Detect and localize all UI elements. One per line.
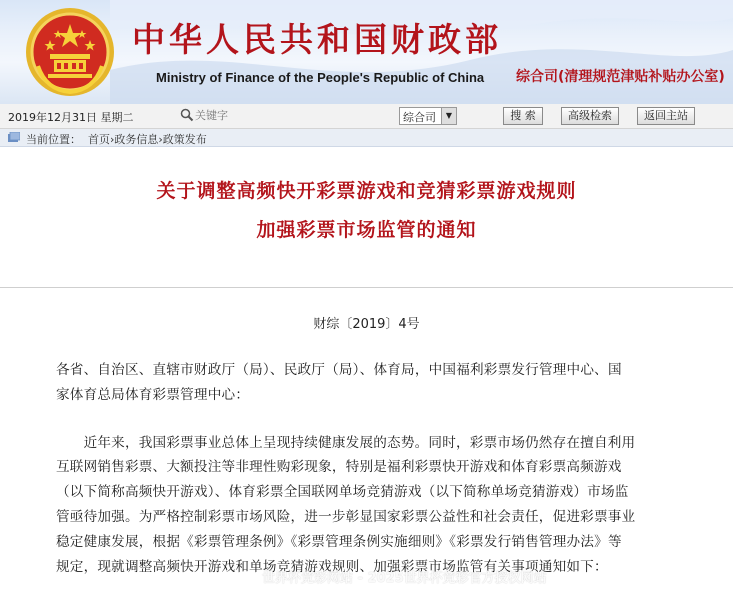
article-title-line-2: 加强彩票市场监管的通知 xyxy=(256,219,477,241)
search-icon xyxy=(180,108,194,122)
body-line: 管亟待加强。为严格控制彩票市场风险，进一步彰显国家彩票公益性和社会责任，促进彩票事业 xyxy=(56,509,636,525)
return-home-button[interactable]: 返回主站 xyxy=(637,107,695,125)
body-line: 互联网销售彩票、大额投注等非理性购彩现象，特别是福利彩票快开游戏和体育彩票高频游戏 xyxy=(56,459,622,475)
search-button[interactable]: 搜 索 xyxy=(503,107,543,125)
site-title-en: Ministry of Finance of the People's Republic of China xyxy=(156,70,485,85)
location-icon xyxy=(8,132,20,143)
title-divider xyxy=(0,287,733,288)
body-line: 稳定健康发展，根据《彩票管理条例》《彩票管理条例实施细则》《彩票发行销售管理办法》等 xyxy=(56,534,622,550)
body-line: 家体育总局体育彩票管理中心： xyxy=(56,387,250,403)
breadcrumb-path[interactable]: 首页›政务信息›政策发布 xyxy=(88,133,207,146)
search-scope-select[interactable] xyxy=(399,107,457,125)
search-scope-value: 综合司 xyxy=(403,111,436,124)
dropdown-arrow-icon[interactable]: ▼ xyxy=(441,108,456,124)
current-date: 2019年12月31日 星期二 xyxy=(8,111,134,124)
site-banner xyxy=(0,0,733,104)
body-line: 各省、自治区、直辖市财政厅（局）、民政厅（局）、体育局，中国福利彩票发行管理中心、国 xyxy=(56,362,622,378)
watermark-text: 世界杯竞彩网站 - 2025世界杯竞彩官方授权网站 xyxy=(262,571,547,586)
toolbar xyxy=(0,104,733,129)
document-number: 财综〔2019〕4号 xyxy=(313,317,420,332)
body-line: 近年来，我国彩票事业总体上呈现持续健康发展的态势。同时，彩票市场仍然存在擅自利用 xyxy=(56,435,636,451)
breadcrumb xyxy=(0,129,733,147)
article-title-line-1: 关于调整高频快开彩票游戏和竞猜彩票游戏规则 xyxy=(156,180,577,202)
office-name: 综合司(清理规范津贴补贴办公室) xyxy=(516,69,725,85)
national-emblem-icon xyxy=(24,6,116,98)
advanced-search-button[interactable]: 高级检索 xyxy=(561,107,619,125)
search-input[interactable] xyxy=(195,107,393,123)
body-line: （以下简称高频快开游戏）、体育彩票全国联网单场竞猜游戏（以下简称单场竞猜游戏）市场监 xyxy=(56,484,629,500)
body-line: 规定，现就调整高频快开游戏和单场竞猜游戏规则、加强彩票市场监管有关事项通知如下： xyxy=(56,559,608,575)
site-title-cn: 中华人民共和国财政部 xyxy=(132,20,502,59)
breadcrumb-label: 当前位置： xyxy=(26,133,81,146)
